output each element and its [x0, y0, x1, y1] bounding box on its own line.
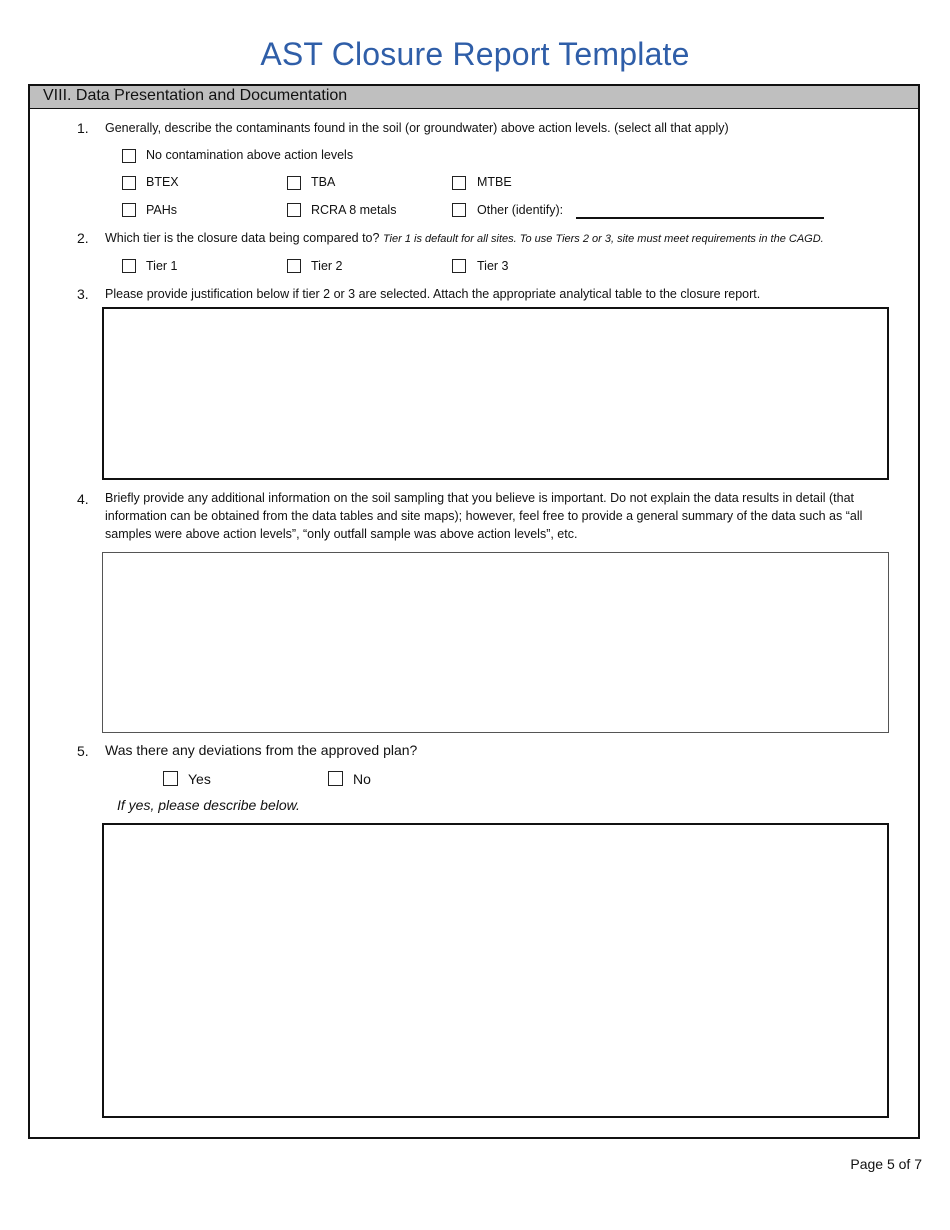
q5-number: 5.	[77, 743, 89, 759]
label-tier-1: Tier 1	[146, 259, 178, 273]
q3-text: Please provide justification below if tier 2 or 3 are selected. Attach the appropriate analytical table to the closure report.	[105, 287, 761, 301]
checkbox-tier-2[interactable]	[287, 259, 301, 273]
label-tier-2: Tier 2	[311, 259, 343, 273]
other-identify-field[interactable]	[576, 217, 824, 219]
page-number: Page 5 of 7	[850, 1156, 922, 1172]
section-header-text: VIII. Data Presentation and Documentation	[43, 87, 348, 104]
label-mtbe: MTBE	[477, 175, 512, 189]
section-header	[30, 86, 918, 109]
checkbox-deviation-no[interactable]	[328, 771, 343, 786]
checkbox-btex[interactable]	[122, 176, 136, 190]
checkbox-tier-1[interactable]	[122, 259, 136, 273]
q2-text-line	[105, 231, 824, 245]
label-tba: TBA	[311, 175, 336, 189]
page-title: AST Closure Report Template	[260, 36, 690, 72]
checkbox-no-contamination[interactable]	[122, 149, 136, 163]
label-tier-3: Tier 3	[477, 259, 509, 273]
label-deviation-no: No	[353, 771, 371, 787]
q3-justification-textbox[interactable]	[102, 307, 889, 480]
label-btex: BTEX	[146, 175, 179, 189]
q4-additional-info-textbox[interactable]	[102, 552, 889, 733]
label-other: Other (identify):	[477, 203, 564, 217]
checkbox-pahs[interactable]	[122, 203, 136, 217]
checkbox-rcra-metals[interactable]	[287, 203, 301, 217]
q5-deviation-description-textbox[interactable]	[102, 823, 889, 1118]
q3-number: 3.	[77, 286, 89, 302]
label-no-contamination: No contamination above action levels	[146, 148, 354, 162]
q2-number: 2.	[77, 230, 89, 246]
q5-text: Was there any deviations from the approved plan?	[105, 742, 418, 758]
label-pahs: PAHs	[146, 203, 178, 217]
checkbox-tier-3[interactable]	[452, 259, 466, 273]
q4-text: Briefly provide any additional information on the soil sampling that you believe is important. Do not explain the data results in detail (that information can be obtained from the data tables and site maps); however, feel free to provide a general summary of the data such as “all samples were above action levels”, “only outfall sample was above action levels”, etc.	[105, 491, 863, 541]
checkbox-deviation-yes[interactable]	[163, 771, 178, 786]
q1-number: 1.	[77, 120, 89, 136]
q4-number: 4.	[77, 491, 89, 507]
label-rcra-metals: RCRA 8 metals	[311, 203, 397, 217]
checkbox-tba[interactable]	[287, 176, 301, 190]
checkbox-other[interactable]	[452, 203, 466, 217]
q2-hint: Tier 1 is default for all sites. To use Tiers 2 or 3, site must meet requirements in the CAGD.	[382, 233, 824, 245]
q1-text: Generally, describe the contaminants found in the soil (or groundwater) above action levels. (select all that apply)	[105, 121, 729, 135]
checkbox-mtbe[interactable]	[452, 176, 466, 190]
label-deviation-yes: Yes	[188, 771, 211, 787]
q2-text: Which tier is the closure data being compared to?	[105, 231, 380, 245]
q5-followup: If yes, please describe below.	[117, 797, 300, 813]
